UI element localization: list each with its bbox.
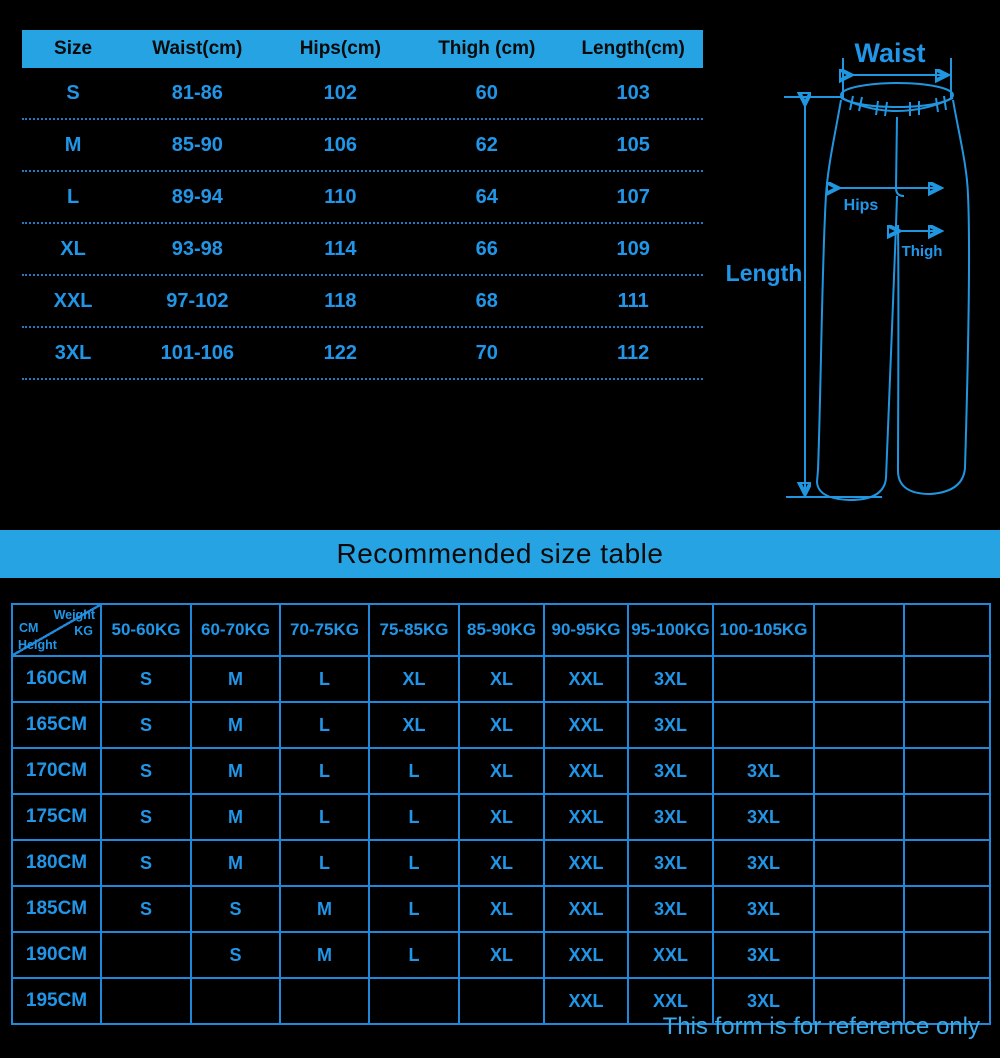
size-cell: 64 bbox=[475, 185, 498, 208]
size-table-row-3xl bbox=[22, 328, 703, 380]
size-table-header-row bbox=[22, 30, 703, 68]
banner-title: Recommended size table bbox=[336, 538, 664, 569]
size-cell: XL bbox=[60, 237, 86, 260]
size-cell: L bbox=[369, 932, 459, 978]
size-cell bbox=[904, 748, 990, 794]
table-row bbox=[12, 656, 990, 702]
size-cell: 102 bbox=[323, 81, 358, 104]
waist-label: Waist bbox=[854, 38, 926, 68]
height-label: 190CM bbox=[12, 932, 101, 978]
size-cell bbox=[713, 702, 814, 748]
size-cell: M bbox=[64, 133, 82, 156]
size-cell: XXL bbox=[544, 840, 628, 886]
right-hem bbox=[898, 468, 965, 494]
weight-header: 90-95KG bbox=[544, 604, 628, 656]
size-cell: M bbox=[191, 748, 280, 794]
size-cell: 70 bbox=[475, 341, 498, 364]
length-label: Length bbox=[725, 260, 803, 286]
size-cell: XXL bbox=[544, 702, 628, 748]
size-cell: 101-106 bbox=[160, 341, 235, 364]
size-cell: S bbox=[191, 932, 280, 978]
size-cell: 103 bbox=[616, 81, 650, 104]
size-cell: XL bbox=[459, 932, 544, 978]
size-cell bbox=[904, 932, 990, 978]
size-cell bbox=[101, 978, 191, 1024]
size-cell: 3XL bbox=[628, 794, 713, 840]
size-cell bbox=[904, 702, 990, 748]
size-cell: XXL bbox=[628, 978, 713, 1024]
size-cell: L bbox=[369, 840, 459, 886]
size-cell: 3XL bbox=[713, 978, 814, 1024]
size-cell: 3XL bbox=[713, 794, 814, 840]
size-cell: 110 bbox=[324, 185, 357, 208]
table-row bbox=[12, 932, 990, 978]
size-cell: M bbox=[280, 932, 369, 978]
size-cell: 114 bbox=[324, 237, 357, 260]
size-cell bbox=[101, 932, 191, 978]
height-label: 170CM bbox=[12, 748, 101, 794]
size-table-row-m bbox=[22, 120, 703, 172]
size-cell: M bbox=[191, 656, 280, 702]
size-table-header-thigh: Thigh (cm) bbox=[438, 38, 536, 59]
weight-header: 60-70KG bbox=[191, 604, 280, 656]
size-table bbox=[22, 30, 703, 380]
size-cell: XXL bbox=[544, 656, 628, 702]
size-cell: XXL bbox=[544, 794, 628, 840]
weight-header: 50-60KG bbox=[101, 604, 191, 656]
size-cell: 3XL bbox=[54, 341, 92, 364]
table-row bbox=[12, 794, 990, 840]
size-cell: XL bbox=[459, 702, 544, 748]
height-label: 180CM bbox=[12, 840, 101, 886]
size-cell: 122 bbox=[323, 341, 358, 364]
size-cell: 106 bbox=[323, 133, 358, 156]
size-cell: XXL bbox=[544, 748, 628, 794]
size-cell: 3XL bbox=[628, 748, 713, 794]
size-table-header-waist: Waist(cm) bbox=[152, 38, 243, 59]
size-cell: XXL bbox=[53, 289, 93, 312]
size-cell: L bbox=[280, 840, 369, 886]
size-cell: 3XL bbox=[628, 840, 713, 886]
table-row bbox=[12, 886, 990, 932]
size-cell bbox=[904, 656, 990, 702]
size-table-header-size: Size bbox=[54, 38, 93, 59]
right-leg-outer bbox=[953, 100, 969, 468]
size-cell bbox=[280, 978, 369, 1024]
size-cell: XXL bbox=[544, 978, 628, 1024]
size-cell bbox=[369, 978, 459, 1024]
size-cell bbox=[814, 886, 904, 932]
size-table-row-xxl bbox=[22, 276, 703, 328]
size-cell bbox=[713, 656, 814, 702]
height-label: 185CM bbox=[12, 886, 101, 932]
thigh-label: Thigh bbox=[901, 243, 943, 260]
size-cell: 62 bbox=[475, 133, 498, 156]
size-cell: M bbox=[191, 794, 280, 840]
size-cell bbox=[814, 748, 904, 794]
fly-line bbox=[896, 117, 904, 196]
size-cell: L bbox=[66, 185, 80, 208]
size-cell bbox=[904, 886, 990, 932]
weight-header: 100-105KG bbox=[713, 604, 814, 656]
size-cell: 105 bbox=[616, 133, 650, 156]
size-cell: L bbox=[369, 886, 459, 932]
pants-diagram bbox=[700, 20, 1000, 520]
size-cell: XXL bbox=[628, 932, 713, 978]
size-cell: 3XL bbox=[713, 932, 814, 978]
size-cell bbox=[904, 794, 990, 840]
size-cell: L bbox=[280, 748, 369, 794]
size-cell: S bbox=[101, 748, 191, 794]
size-cell bbox=[814, 656, 904, 702]
size-cell: XL bbox=[459, 748, 544, 794]
size-cell: 68 bbox=[475, 289, 498, 312]
corner-cell bbox=[12, 604, 101, 656]
size-cell bbox=[814, 794, 904, 840]
size-table-header-hips: Hips(cm) bbox=[299, 38, 381, 59]
size-cell: XL bbox=[459, 656, 544, 702]
height-label: 175CM bbox=[12, 794, 101, 840]
size-cell bbox=[904, 840, 990, 886]
size-cell: XXL bbox=[544, 932, 628, 978]
corner-height-label: Height bbox=[18, 637, 57, 652]
crotch-seam bbox=[896, 196, 897, 225]
size-table-row-s bbox=[22, 68, 703, 120]
size-cell: L bbox=[280, 656, 369, 702]
size-table-row-xl bbox=[22, 224, 703, 276]
height-label: 160CM bbox=[12, 656, 101, 702]
size-cell: 111 bbox=[617, 289, 649, 312]
size-cell bbox=[814, 840, 904, 886]
size-cell: XL bbox=[369, 656, 459, 702]
size-cell: S bbox=[66, 81, 80, 104]
size-cell: S bbox=[101, 886, 191, 932]
weight-header bbox=[904, 604, 990, 656]
size-cell: L bbox=[280, 702, 369, 748]
size-cell: S bbox=[101, 840, 191, 886]
table-row bbox=[12, 748, 990, 794]
size-cell: S bbox=[101, 702, 191, 748]
size-cell: 3XL bbox=[628, 656, 713, 702]
table-row bbox=[12, 840, 990, 886]
recommended-size-table bbox=[11, 603, 991, 1025]
size-cell: 66 bbox=[475, 237, 498, 260]
size-cell: M bbox=[191, 702, 280, 748]
weight-header: 85-90KG bbox=[459, 604, 544, 656]
height-label: 195CM bbox=[12, 978, 101, 1024]
weight-header: 75-85KG bbox=[369, 604, 459, 656]
size-cell: 3XL bbox=[628, 702, 713, 748]
size-table-row-l bbox=[22, 172, 703, 224]
size-cell: L bbox=[280, 794, 369, 840]
reference-note: This form is for reference only bbox=[662, 1013, 980, 1040]
size-cell: S bbox=[101, 656, 191, 702]
corner-kg-label: KG bbox=[74, 624, 93, 638]
size-cell: 89-94 bbox=[171, 185, 223, 208]
size-cell: XL bbox=[459, 840, 544, 886]
size-cell bbox=[814, 702, 904, 748]
size-cell: S bbox=[101, 794, 191, 840]
recommended-size-banner bbox=[0, 530, 1000, 578]
corner-weight-label: Weight bbox=[53, 608, 95, 622]
left-leg-inner bbox=[886, 225, 896, 478]
weight-header-row bbox=[12, 604, 990, 656]
size-cell: S bbox=[191, 886, 280, 932]
corner-cm-label: CM bbox=[19, 621, 39, 635]
size-cell: M bbox=[191, 840, 280, 886]
size-cell: 3XL bbox=[713, 748, 814, 794]
size-cell: L bbox=[369, 794, 459, 840]
size-cell: 81-86 bbox=[171, 81, 223, 104]
size-cell: L bbox=[369, 748, 459, 794]
size-cell bbox=[191, 978, 280, 1024]
weight-header: 95-100KG bbox=[628, 604, 713, 656]
height-label: 165CM bbox=[12, 702, 101, 748]
size-cell: XL bbox=[459, 794, 544, 840]
table-row bbox=[12, 702, 990, 748]
size-cell: 109 bbox=[616, 237, 650, 260]
left-leg-outer bbox=[817, 100, 841, 482]
size-cell: 97-102 bbox=[166, 289, 229, 312]
hips-label: Hips bbox=[843, 197, 879, 214]
size-cell: XL bbox=[459, 886, 544, 932]
size-cell: XL bbox=[369, 702, 459, 748]
size-cell: 118 bbox=[324, 289, 357, 312]
size-cell: 60 bbox=[475, 81, 498, 104]
size-table-header-length: Length(cm) bbox=[581, 38, 685, 59]
weight-header bbox=[814, 604, 904, 656]
size-cell: 107 bbox=[616, 185, 650, 208]
size-cell bbox=[814, 932, 904, 978]
size-cell: 3XL bbox=[713, 840, 814, 886]
weight-header: 70-75KG bbox=[280, 604, 369, 656]
size-cell: 93-98 bbox=[171, 237, 223, 260]
size-cell: 85-90 bbox=[171, 133, 223, 156]
size-cell: 3XL bbox=[628, 886, 713, 932]
size-cell: 112 bbox=[617, 341, 650, 364]
size-cell: 3XL bbox=[713, 886, 814, 932]
size-cell bbox=[459, 978, 544, 1024]
size-cell: M bbox=[280, 886, 369, 932]
size-cell: XXL bbox=[544, 886, 628, 932]
